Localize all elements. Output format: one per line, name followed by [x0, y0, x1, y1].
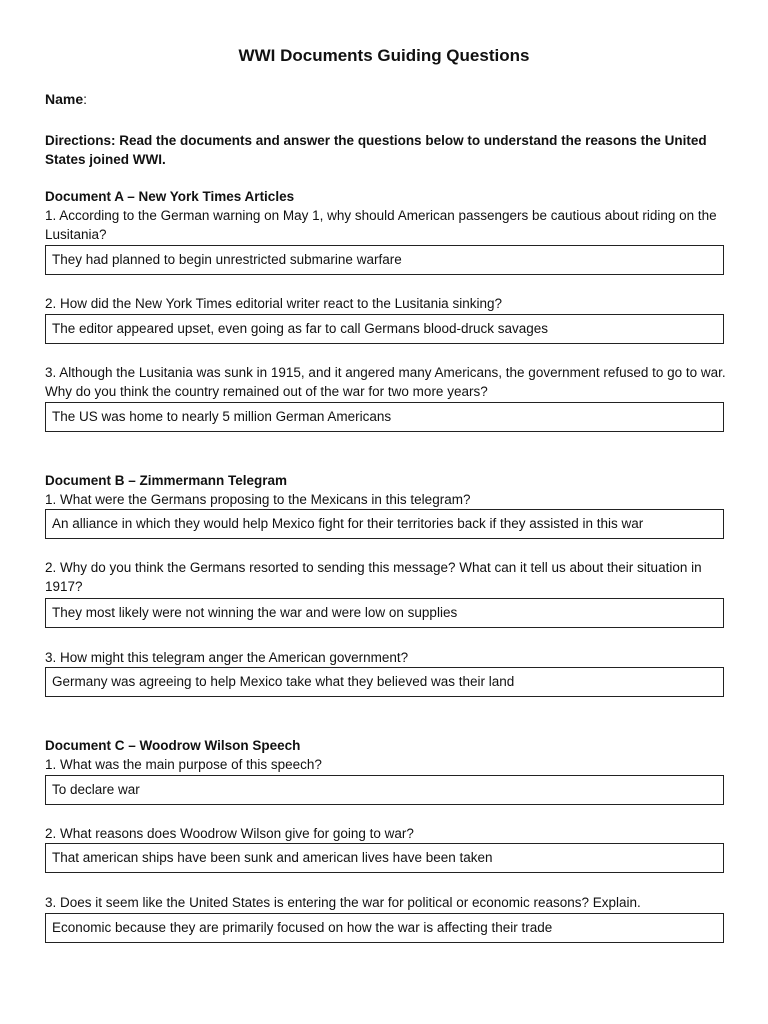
document-a-question-1: 1. According to the German warning on May 1, why should American passengers be cautious about riding on the Lusitania?: [45, 208, 717, 242]
document-c-answer-3[interactable]: Economic because they are primarily focused on how the war is affecting their trade: [45, 913, 724, 943]
document-c-answer-2[interactable]: That american ships have been sunk and american lives have been taken: [45, 843, 724, 873]
document-a-heading: Document A – New York Times Articles: [45, 189, 295, 204]
document-a-answer-2[interactable]: The editor appeared upset, even going as far to call Germans blood-druck savages: [45, 314, 724, 344]
name-line: [45, 91, 87, 107]
document-a-answer-3[interactable]: The US was home to nearly 5 million German Americans: [45, 402, 724, 432]
document-b-question-2: 2. Why do you think the Germans resorted to sending this message? What can it tell us about their situation in 1917?: [45, 560, 702, 594]
name-label: Name: [45, 91, 84, 107]
document-b-answer-3[interactable]: Germany was agreeing to help Mexico take what they believed was their land: [45, 667, 724, 697]
document-b-question-3: 3. How might this telegram anger the American government?: [45, 650, 409, 665]
document-a-question-2: 2. How did the New York Times editorial writer react to the Lusitania sinking?: [45, 296, 502, 311]
document-b-heading: Document B – Zimmermann Telegram: [45, 473, 288, 488]
directions-text: Directions: Read the documents and answer the questions below to understand the reasons the United States joined WWI.: [45, 133, 707, 167]
name-colon: :: [83, 91, 88, 107]
document-a-answer-1[interactable]: They had planned to begin unrestricted submarine warfare: [45, 245, 724, 275]
page-title: WWI Documents Guiding Questions: [238, 46, 530, 65]
document-c-answer-1[interactable]: To declare war: [45, 775, 724, 805]
document-c-question-2: 2. What reasons does Woodrow Wilson give for going to war?: [45, 826, 414, 841]
document-c-heading: Document C – Woodrow Wilson Speech: [45, 738, 301, 753]
document-a-question-3: 3. Although the Lusitania was sunk in 1915, and it angered many Americans, the government refused to go to war. Why do you think the country remained out of the war for two more years?: [45, 365, 726, 399]
document-c-question-1: 1. What was the main purpose of this speech?: [45, 757, 322, 772]
document-b-question-1: 1. What were the Germans proposing to the Mexicans in this telegram?: [45, 492, 471, 507]
document-b-answer-2[interactable]: They most likely were not winning the war and were low on supplies: [45, 598, 724, 628]
document-b-answer-1[interactable]: An alliance in which they would help Mexico fight for their territories back if they assisted in this war: [45, 509, 724, 539]
document-c-question-3: 3. Does it seem like the United States is entering the war for political or economic reasons? Explain.: [45, 895, 641, 910]
